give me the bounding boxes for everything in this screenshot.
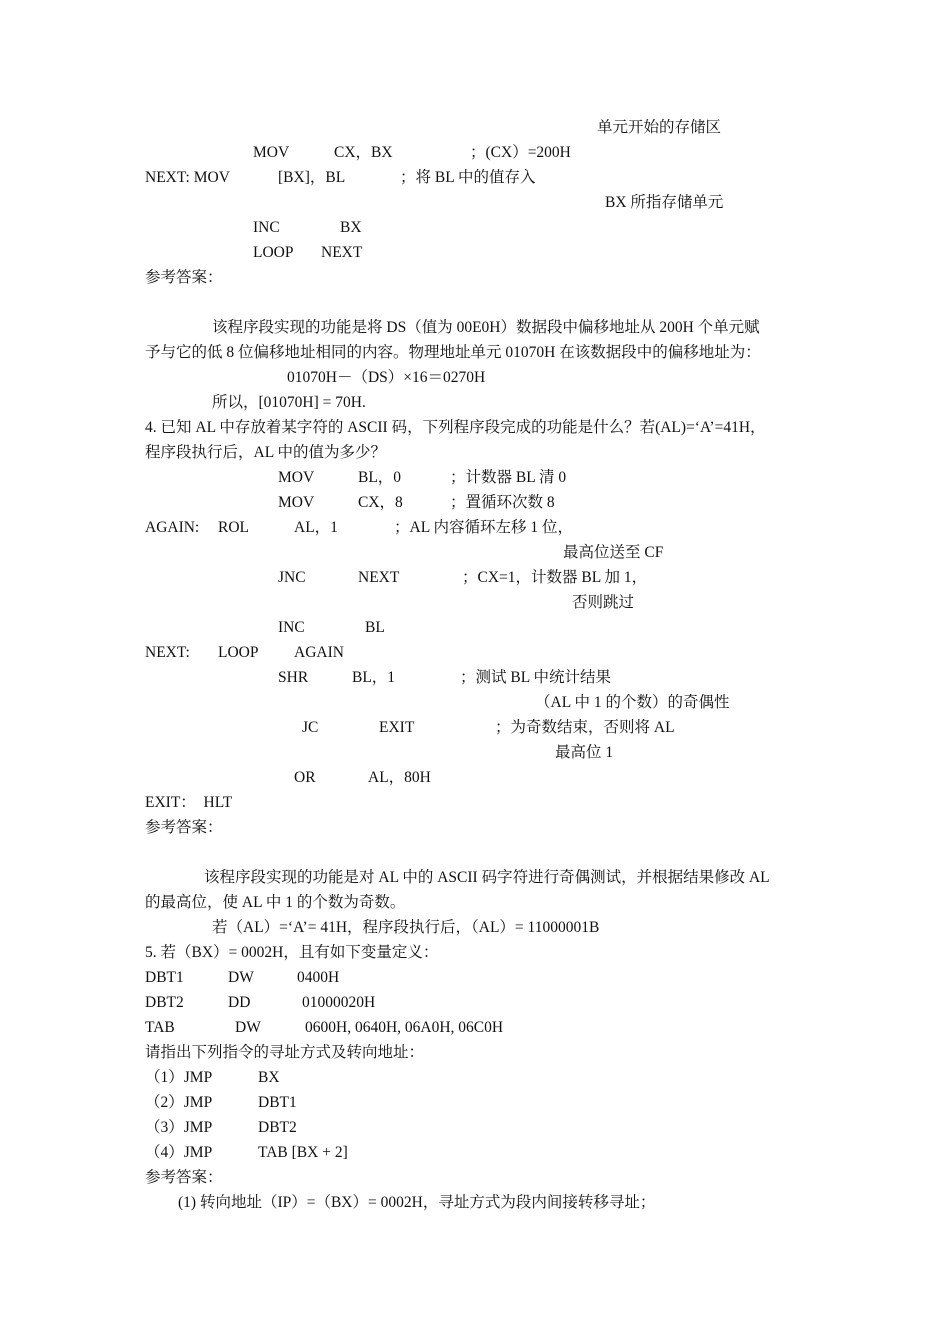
code-args: BL，0 <box>358 469 402 486</box>
code-op: MOV <box>278 494 315 511</box>
code-args: NEXT <box>358 569 400 586</box>
code-args: EXIT <box>379 719 415 736</box>
code-args: BL，1 <box>352 669 396 686</box>
answer-paragraph-line: 该程序段实现的功能是将 DS（值为 00E0H）数据段中偏移地址从 200H 个单元赋 <box>212 319 760 336</box>
instruction-operand: BX <box>258 1069 280 1086</box>
code-comment: ；置循环次数 8 <box>450 494 555 511</box>
instruction-item: （4）JMP <box>145 1144 213 1161</box>
code-args: BX <box>340 219 362 236</box>
instruction-operand: DBT2 <box>258 1119 297 1136</box>
code-comment: ；CX=1，计数器 BL 加 1， <box>462 569 648 586</box>
variable-name: DBT2 <box>145 994 184 1011</box>
code-label: AGAIN: <box>145 519 200 536</box>
code-args: NEXT <box>321 244 363 261</box>
code-args: BL <box>365 619 385 636</box>
answer-paragraph-line: 予与它的低 8 位偏移地址相同的内容。物理地址单元 01070H 在该数据段中的偏移地址为： <box>145 344 761 361</box>
answer-result: 若（AL）=‘A’= 41H，程序段执行后，（AL）= 11000001B <box>212 919 600 936</box>
code-op: MOV <box>253 144 290 161</box>
instruction-item: （2）JMP <box>145 1094 213 1111</box>
code-op: LOOP <box>253 244 294 261</box>
code-args: CX，BX <box>334 144 393 161</box>
answer-formula: 01070H－（DS）×16＝0270H <box>287 369 486 386</box>
question-text: 程序段执行后，AL 中的值为多少？ <box>145 444 386 461</box>
code-op: JC <box>302 719 319 736</box>
code-args: AL，1 <box>294 519 338 536</box>
code-op: ROL <box>218 519 249 536</box>
code-op: SHR <box>278 669 309 686</box>
code-label-op: EXIT： HLT <box>145 794 233 811</box>
code-comment-continuation: 最高位送至 CF <box>563 544 664 561</box>
code-op: INC <box>253 219 280 236</box>
instruction-operand: TAB [BX + 2] <box>258 1144 348 1161</box>
code-comment-continuation: 单元开始的存储区 <box>597 119 722 136</box>
variable-name: TAB <box>145 1019 175 1036</box>
question-text: 4. 已知 AL 中存放着某字符的 ASCII 码，下列程序段完成的功能是什么？若(AL)=‘A’=41H， <box>145 419 766 436</box>
code-comment: ；计数器 BL 清 0 <box>450 469 567 486</box>
code-args: AGAIN <box>294 644 344 661</box>
code-comment: ；测试 BL 中统计结果 <box>460 669 611 686</box>
code-args: AL，80H <box>368 769 431 786</box>
code-comment-continuation: 最高位 1 <box>555 744 614 761</box>
instruction-item: （3）JMP <box>145 1119 213 1136</box>
code-comment-continuation: （AL 中 1 的个数）的奇偶性 <box>535 694 730 711</box>
code-comment-continuation: BX 所指存储单元 <box>605 194 724 211</box>
instruction-operand: DBT1 <box>258 1094 297 1111</box>
code-comment: ；将 BL 中的值存入 <box>400 169 536 186</box>
variable-value: 0400H <box>297 969 340 986</box>
variable-type: DW <box>235 1019 261 1036</box>
instruction-item: （1）JMP <box>145 1069 213 1086</box>
answer-line: (1) 转向地址（IP）=（BX）= 0002H，寻址方式为段内间接转移寻址； <box>178 1194 656 1211</box>
answer-paragraph-line: 该程序段实现的功能是对 AL 中的 ASCII 码字符进行奇偶测试，并根据结果修改 AL <box>204 869 770 886</box>
code-comment: ；为奇数结束，否则将 AL <box>495 719 675 736</box>
variable-type: DD <box>228 994 251 1011</box>
variable-type: DW <box>228 969 254 986</box>
code-args: [BX]，BL <box>278 169 346 186</box>
code-comment-continuation: 否则跳过 <box>572 594 635 611</box>
answer-paragraph-line: 的最高位，使 AL 中 1 的个数为奇数。 <box>145 894 406 911</box>
variable-value: 01000020H <box>302 994 376 1011</box>
code-op: MOV <box>278 469 315 486</box>
code-op: OR <box>294 769 316 786</box>
answer-label: 参考答案： <box>145 1169 223 1186</box>
code-op: JNC <box>278 569 306 586</box>
code-comment: ；AL 内容循环左移 1 位， <box>394 519 573 536</box>
code-label-op: NEXT: MOV <box>145 169 230 186</box>
code-args: CX，8 <box>358 494 403 511</box>
code-label: NEXT: <box>145 644 190 661</box>
code-op: INC <box>278 619 305 636</box>
code-comment: ；(CX）=200H <box>470 144 571 161</box>
variable-value: 0600H, 0640H, 06A0H, 06C0H <box>305 1019 504 1036</box>
answer-label: 参考答案： <box>145 819 223 836</box>
answer-label: 参考答案： <box>145 269 223 286</box>
question-text: 5. 若（BX）= 0002H，且有如下变量定义： <box>145 944 439 961</box>
answer-conclusion: 所以，[01070H] = 70H. <box>212 394 366 411</box>
code-op: LOOP <box>218 644 259 661</box>
question-prompt: 请指出下列指令的寻址方式及转向地址： <box>145 1044 425 1061</box>
variable-name: DBT1 <box>145 969 184 986</box>
